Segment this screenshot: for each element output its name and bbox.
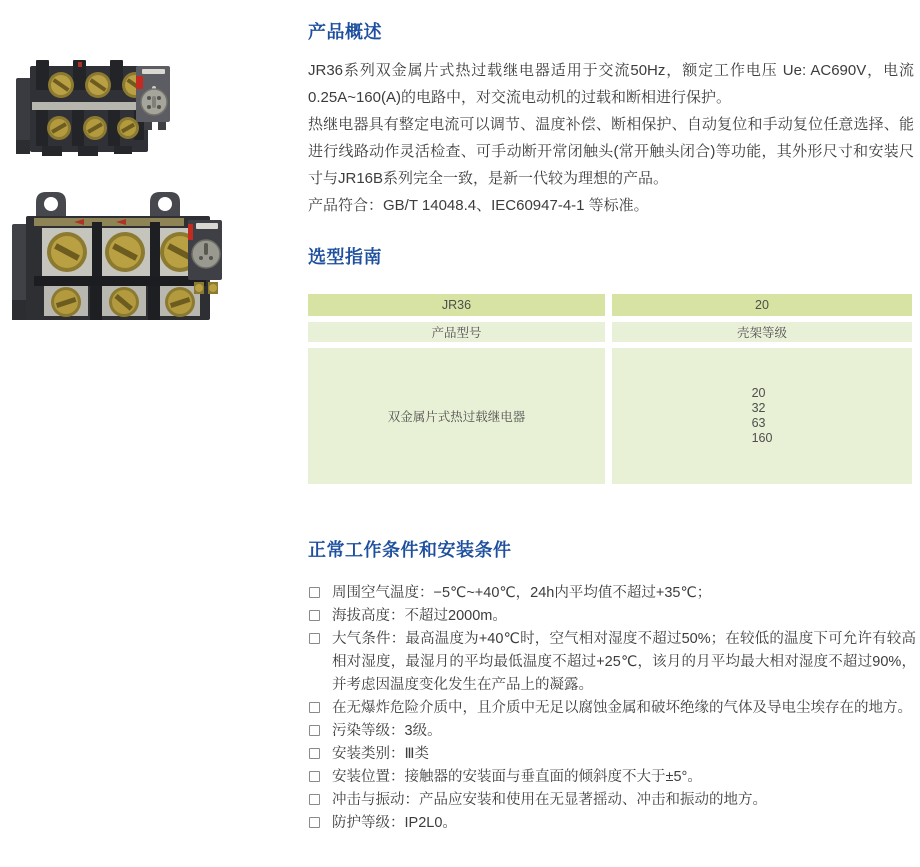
conditions-list — [308, 582, 916, 835]
condition-text: 海拔高度：不超过2000m。 — [332, 608, 507, 624]
table-subheader-frame-rating: 壳架等级 — [612, 322, 912, 342]
condition-item — [308, 812, 916, 835]
condition-item — [308, 789, 916, 812]
frame-size-value: 32 — [751, 401, 766, 415]
condition-text: 周围空气温度：−5℃~+40℃，24h内平均值不超过+35℃； — [332, 585, 712, 601]
checkbox-icon — [309, 817, 320, 828]
relay-photo-large — [12, 190, 224, 335]
condition-item — [308, 628, 916, 697]
checkbox-icon — [309, 748, 320, 759]
table-header-cell-model: JR36 — [308, 294, 605, 316]
condition-text: 安装位置：接触器的安装面与垂直面的倾斜度不大于±5°。 — [332, 769, 702, 785]
table-subheader-product-model: 产品型号 — [308, 322, 605, 342]
checkbox-icon — [309, 725, 320, 736]
frame-size-stack — [752, 386, 773, 446]
frame-size-value: 20 — [751, 386, 766, 400]
condition-text: 安装类别：Ⅲ类 — [332, 746, 429, 762]
relay-small-illustration — [16, 58, 172, 160]
table-cell-product-name: 双金属片式热过载继电器 — [308, 348, 605, 484]
table-header-cell-frame: 20 — [612, 294, 912, 316]
reset-button — [188, 224, 193, 240]
adjustment-dial-module — [136, 66, 170, 130]
frame-size-value: 160 — [751, 431, 773, 445]
terminal-screws-bottom — [47, 116, 139, 140]
condition-item — [308, 582, 916, 605]
reset-button — [136, 76, 143, 89]
checkbox-icon — [309, 587, 320, 598]
overview-text — [308, 57, 914, 219]
selection-section-title: 选型指南 — [308, 247, 382, 267]
overview-paragraph: 热继电器具有整定电流可以调节、温度补偿、断相保护、自动复位和手动复位任意选择、能进行线路动作灵活检查、可手动断开常闭触头(常开触头闭合)等功能，其外形尺寸和安装尺寸与JR16B系列完全一致，是新一代较为理想的产品。 — [308, 116, 914, 187]
condition-item — [308, 743, 916, 766]
table-cell-frame-sizes — [612, 348, 912, 484]
checkbox-icon — [309, 702, 320, 713]
mounting-ears — [36, 192, 180, 218]
terminal-screws-top — [48, 72, 148, 98]
checkbox-icon — [309, 771, 320, 782]
relay-large-illustration — [12, 190, 224, 330]
condition-text: 大气条件：最高温度为+40℃时，空气相对湿度不超过50%；在较低的温度下可允许有较高相对湿度，最湿月的平均最低温度不超过+25℃，该月的月平均最大相对湿度不超过90%，并考虑因温度变化发生在产品上的凝露。 — [332, 631, 916, 693]
overview-section-title: 产品概述 — [308, 22, 382, 42]
condition-text: 在无爆炸危险介质中，且介质中无足以腐蚀金属和破坏绝缘的气体及导电尘埃存在的地方。 — [332, 700, 912, 716]
terminal-plates-bottom — [44, 286, 200, 317]
overview-paragraph: 产品符合：GB/T 14048.4、IEC60947-4-1 等标准。 — [308, 197, 649, 214]
conditions-section-title: 正常工作条件和安装条件 — [308, 540, 512, 560]
checkbox-icon — [309, 633, 320, 644]
condition-text: 防护等级：IP2L0。 — [332, 815, 457, 831]
overview-paragraph: JR36系列双金属片式热过载继电器适用于交流50Hz，额定工作电压 Ue: AC690V，电流0.25A~160(A)的电路中，对交流电动机的过载和断相进行保护。 — [308, 62, 914, 106]
checkbox-icon — [309, 610, 320, 621]
condition-item — [308, 766, 916, 789]
condition-text: 冲击与振动：产品应安装和使用在无显著摇动、冲击和振动的地方。 — [332, 792, 767, 808]
condition-item — [308, 605, 916, 628]
frame-size-value: 63 — [751, 416, 766, 430]
condition-item — [308, 697, 916, 720]
checkbox-icon — [309, 794, 320, 805]
selection-table — [308, 294, 912, 484]
terminal-plates-top — [42, 228, 204, 276]
relay-photo-small — [16, 58, 172, 165]
condition-text: 污染等级：3级。 — [332, 723, 442, 739]
condition-item — [308, 720, 916, 743]
